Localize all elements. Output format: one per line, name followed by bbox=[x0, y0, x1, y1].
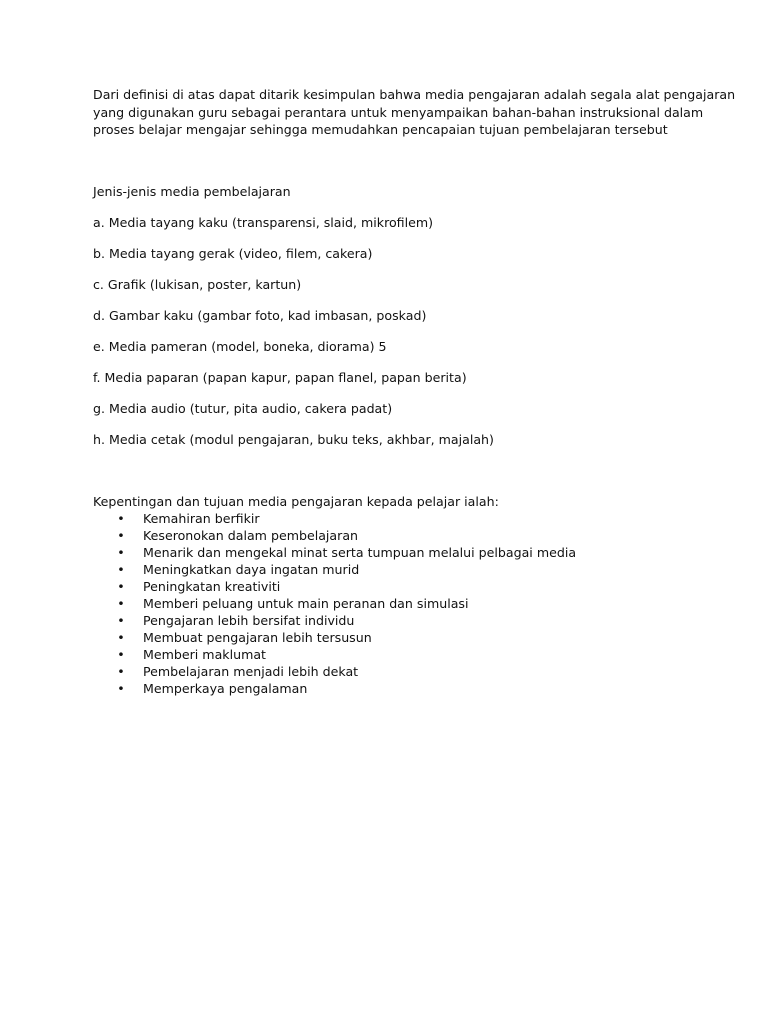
importance-item-text: Memberi peluang untuk main peranan dan simulasi bbox=[143, 596, 469, 612]
bullet-icon: • bbox=[117, 562, 125, 578]
importance-item-text: Memperkaya pengalaman bbox=[143, 681, 308, 697]
bullet-icon: • bbox=[117, 647, 125, 663]
intro-paragraph bbox=[93, 86, 736, 139]
intro-line: proses belajar mengajar sehingga memudahkan pencapaian tujuan pembelajaran tersebut bbox=[93, 122, 668, 137]
bullet-icon: • bbox=[117, 545, 125, 561]
bullet-icon: • bbox=[117, 681, 125, 697]
media-type-item: e. Media pameran (model, boneka, diorama) 5 bbox=[93, 338, 387, 354]
media-type-item: g. Media audio (tutur, pita audio, cakera padat) bbox=[93, 401, 393, 417]
importance-item-text: Pengajaran lebih bersifat individu bbox=[143, 613, 355, 629]
importance-item bbox=[93, 527, 693, 544]
importance-item-text: Memberi maklumat bbox=[143, 647, 266, 663]
bullet-icon: • bbox=[117, 528, 125, 544]
media-type-item: d. Gambar kaku (gambar foto, kad imbasan, poskad) bbox=[93, 307, 427, 323]
importance-item bbox=[93, 544, 693, 561]
intro-line: Dari definisi di atas dapat ditarik kesimpulan bahwa media pengajaran adalah segala alat pengajaran bbox=[93, 87, 736, 102]
media-type-item: a. Media tayang kaku (transparensi, slaid, mikrofilem) bbox=[93, 214, 434, 230]
importance-item-text: Membuat pengajaran lebih tersusun bbox=[143, 630, 372, 646]
bullet-icon: • bbox=[117, 511, 125, 527]
media-types-heading: Jenis-jenis media pembelajaran bbox=[93, 183, 291, 199]
bullet-icon: • bbox=[117, 664, 125, 680]
media-types-list bbox=[93, 214, 693, 449]
bullet-icon: • bbox=[117, 579, 125, 595]
importance-list bbox=[93, 510, 693, 697]
importance-item bbox=[93, 510, 693, 527]
intro-line: yang digunakan guru sebagai perantara untuk menyampaikan bahan-bahan instruksional dalam bbox=[93, 104, 704, 120]
importance-item-text: Menarik dan mengekal minat serta tumpuan melalui pelbagai media bbox=[143, 545, 577, 561]
importance-item bbox=[93, 595, 693, 612]
importance-item bbox=[93, 612, 693, 629]
importance-item bbox=[93, 561, 693, 578]
importance-item-text: Peningkatan kreativiti bbox=[143, 579, 281, 595]
importance-item bbox=[93, 629, 693, 646]
importance-item-text: Meningkatkan daya ingatan murid bbox=[143, 562, 360, 578]
media-type-item: f. Media paparan (papan kapur, papan flanel, papan berita) bbox=[93, 370, 467, 386]
media-type-item: b. Media tayang gerak (video, filem, cakera) bbox=[93, 245, 373, 261]
document-content bbox=[93, 86, 736, 697]
bullet-icon: • bbox=[117, 613, 125, 629]
media-type-item: c. Grafik (lukisan, poster, kartun) bbox=[93, 276, 302, 292]
importance-heading: Kepentingan dan tujuan media pengajaran kepada pelajar ialah: bbox=[93, 493, 499, 509]
importance-item bbox=[93, 680, 693, 697]
media-type-item: h. Media cetak (modul pengajaran, buku teks, akhbar, majalah) bbox=[93, 432, 494, 448]
importance-item-text: Keseronokan dalam pembelajaran bbox=[143, 528, 359, 544]
importance-item-text: Kemahiran berfikir bbox=[143, 511, 260, 527]
importance-item-text: Pembelajaran menjadi lebih dekat bbox=[143, 664, 359, 680]
bullet-icon: • bbox=[117, 630, 125, 646]
importance-item bbox=[93, 646, 693, 663]
importance-item bbox=[93, 578, 693, 595]
importance-item bbox=[93, 663, 693, 680]
bullet-icon: • bbox=[117, 596, 125, 612]
